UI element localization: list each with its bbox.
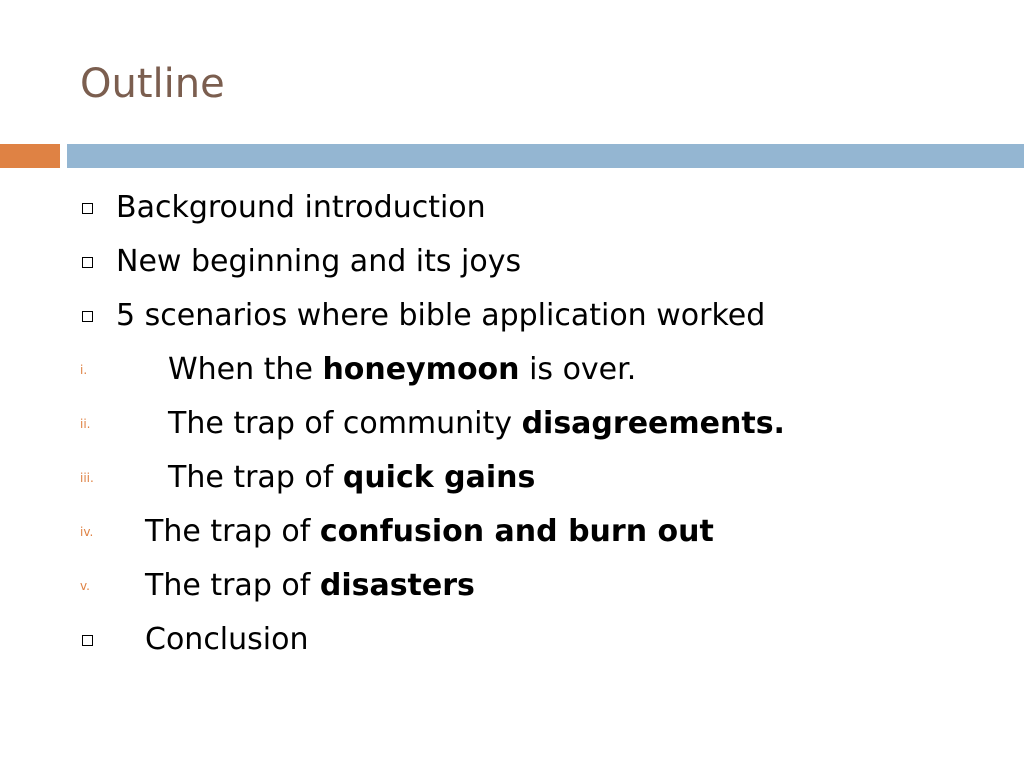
list-item <box>0 618 1024 662</box>
list-item <box>0 402 1024 446</box>
emphasis-text: disasters <box>319 568 475 603</box>
list-item <box>0 186 1024 230</box>
list-item <box>0 348 1024 392</box>
list-item-text: New beginning and its joys <box>116 244 522 279</box>
emphasis-text: honeymoon <box>322 352 520 387</box>
list-item <box>0 510 1024 554</box>
list-item-text: The trap of quick gains <box>168 460 536 495</box>
list-item <box>0 564 1024 608</box>
list-item-text: The trap of confusion and burn out <box>145 514 714 549</box>
roman-numeral-bullet: i. <box>80 363 88 377</box>
slide-title: Outline <box>80 61 225 107</box>
square-bullet-icon <box>82 203 93 214</box>
square-bullet-icon <box>82 635 93 646</box>
list-item-text: Background introduction <box>116 190 486 225</box>
list-item-text: The trap of disasters <box>145 568 475 603</box>
list-item-text: Conclusion <box>145 622 309 657</box>
list-item <box>0 456 1024 500</box>
roman-numeral-bullet: v. <box>80 579 90 593</box>
roman-numeral-bullet: ii. <box>80 417 91 431</box>
emphasis-text: quick gains <box>342 460 536 495</box>
list-item-text: When the honeymoon is over. <box>168 352 637 387</box>
emphasis-text: confusion and burn out <box>319 514 714 549</box>
list-item-text: The trap of community disagreements. <box>168 406 785 441</box>
list-item-text: 5 scenarios where bible application worked <box>116 298 766 333</box>
roman-numeral-bullet: iii. <box>80 471 94 485</box>
list-item <box>0 240 1024 284</box>
list-item <box>0 294 1024 338</box>
roman-numeral-bullet: iv. <box>80 525 94 539</box>
square-bullet-icon <box>82 311 93 322</box>
accent-bar-orange <box>0 144 60 168</box>
square-bullet-icon <box>82 257 93 268</box>
accent-bar-blue <box>67 144 1024 168</box>
emphasis-text: disagreements. <box>521 406 785 441</box>
